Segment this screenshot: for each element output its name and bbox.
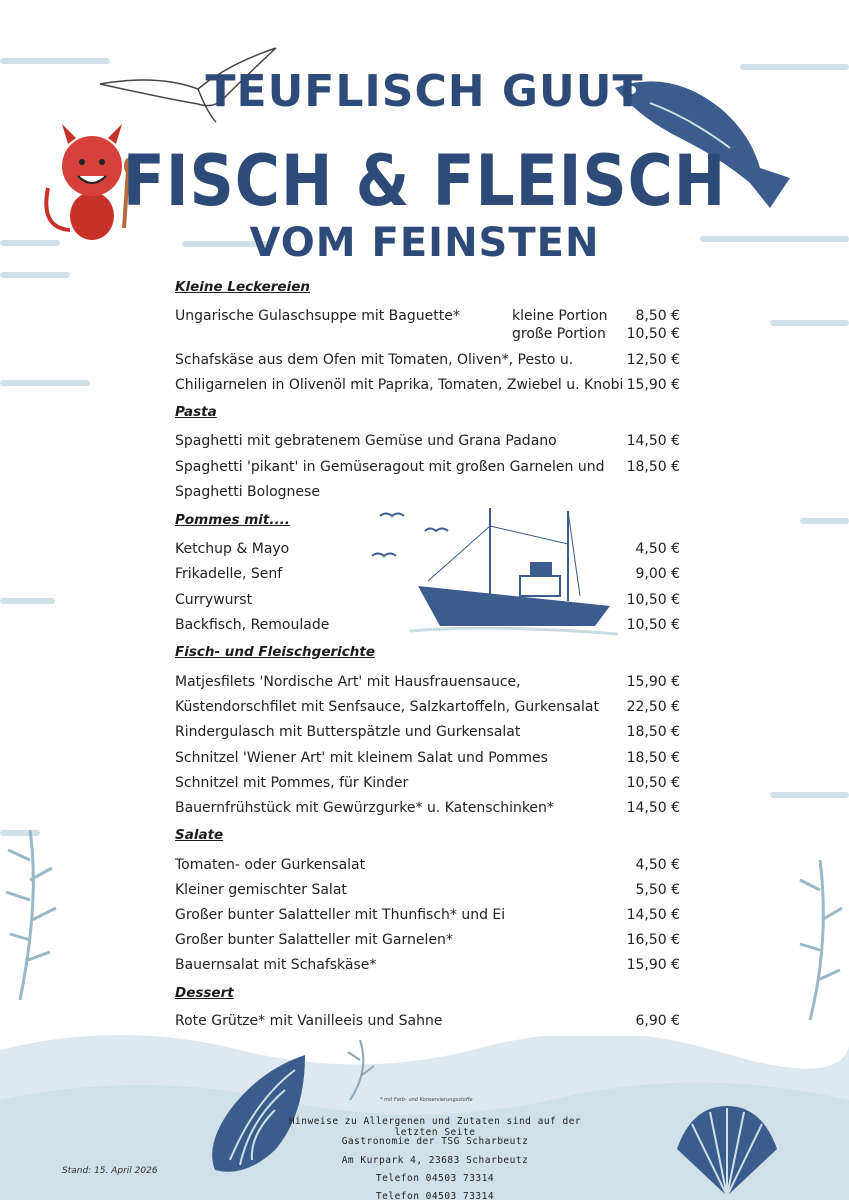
item-portion: kleine Portion: [512, 308, 608, 324]
section-title-pasta: Pasta: [175, 404, 217, 420]
item-price: 10,50 €: [626, 326, 680, 342]
wave-decoration: [0, 380, 90, 386]
item-name: Ketchup & Mayo: [175, 541, 290, 557]
item-price: 10,50 €: [626, 775, 680, 791]
item-price: 18,50 €: [626, 724, 680, 740]
allergen-note: Hinweise zu Allergenen und Zutaten sind auf der letzten Seite: [288, 1116, 582, 1138]
item-price: 14,50 €: [626, 907, 680, 923]
item-price: 14,50 €: [626, 800, 680, 816]
footnote: * mit Farb- und Konservierungsstoffe: [380, 1097, 473, 1103]
item-name: Backfisch, Remoulade: [175, 617, 330, 633]
item-name: Großer bunter Salatteller mit Garnelen*: [175, 932, 453, 948]
brand-title: TEUFLISCH GUUT: [205, 66, 644, 117]
section-title-fisch-fleisch: Fisch- und Fleischgerichte: [175, 644, 375, 660]
item-name: Rote Grütze* mit Vanilleeis und Sahne: [175, 1013, 443, 1029]
subline-title: VOM FEINSTEN: [249, 220, 600, 266]
phone-repeat: Telefon 04503 73314: [375, 1191, 495, 1202]
item-name: Bauernfrühstück mit Gewürzgurke* u. Katenschinken*: [175, 800, 554, 816]
phone: Telefon 04503 73314: [375, 1173, 495, 1184]
section-title-kleine-leckereien: Kleine Leckereien: [175, 279, 310, 295]
wave-decoration: [0, 272, 70, 278]
item-price: 15,90 €: [626, 957, 680, 973]
item-price: 9,00 €: [635, 566, 680, 582]
wave-decoration: [0, 58, 110, 64]
item-name: Currywurst: [175, 592, 253, 608]
item-price: 16,50 €: [626, 932, 680, 948]
item-name: Schafskäse aus dem Ofen mit Tomaten, Oliven*, Pesto u.: [175, 352, 574, 368]
section-title-salate: Salate: [175, 827, 224, 843]
item-name: Matjesfilets 'Nordische Art' mit Hausfrauensauce,: [175, 674, 521, 690]
stand-date: Stand: 15. April 2026: [62, 1166, 158, 1176]
item-name: Kleiner gemischter Salat: [175, 882, 347, 898]
item-name: Rindergulasch mit Butterspätzle und Gurkensalat: [175, 724, 521, 740]
item-portion: große Portion: [512, 326, 606, 342]
wave-decoration: [0, 598, 55, 604]
wave-decoration: [770, 320, 849, 326]
item-price: 14,50 €: [626, 433, 680, 449]
item-name: Chiligarnelen in Olivenöl mit Paprika, Tomaten, Zwiebel u. Knobi: [175, 377, 624, 393]
item-name: Schnitzel 'Wiener Art' mit kleinem Salat und Pommes: [175, 750, 548, 766]
item-name: Bauernsalat mit Schafskäse*: [175, 957, 377, 973]
section-title-dessert: Dessert: [175, 985, 234, 1001]
item-price: 8,50 €: [635, 308, 680, 324]
item-price: 10,50 €: [626, 617, 680, 633]
item-price: 5,50 €: [635, 882, 680, 898]
item-name: Spaghetti mit gebratenem Gemüse und Grana Padano: [175, 433, 557, 449]
item-price: 15,90 €: [626, 377, 680, 393]
headline-title: FISCH & FLEISCH: [122, 140, 727, 222]
item-name: Spaghetti 'pikant' in Gemüseragout mit großen Garnelen und: [175, 459, 605, 475]
item-name: Frikadelle, Senf: [175, 566, 283, 582]
item-price: 12,50 €: [626, 352, 680, 368]
item-price: 18,50 €: [626, 750, 680, 766]
menu-list: [172, 276, 684, 1036]
address: Am Kurpark 4, 23683 Scharbeutz: [341, 1155, 529, 1166]
item-name: Spaghetti Bolognese: [175, 484, 320, 500]
item-price: 18,50 €: [626, 459, 680, 475]
item-price: 10,50 €: [626, 592, 680, 608]
item-price: 15,90 €: [626, 674, 680, 690]
item-name: Tomaten- oder Gurkensalat: [175, 857, 366, 873]
item-price: 6,90 €: [635, 1013, 680, 1029]
section-title-pommes: Pommes mit....: [175, 512, 290, 528]
item-name: Ungarische Gulaschsuppe mit Baguette*: [175, 308, 460, 324]
organization-name: Gastronomie der TSG Scharbeutz: [341, 1136, 529, 1147]
item-name: Großer bunter Salatteller mit Thunfisch* und Ei: [175, 907, 506, 923]
item-price: 4,50 €: [635, 541, 680, 557]
item-name: Schnitzel mit Pommes, für Kinder: [175, 775, 409, 791]
wave-decoration: [800, 518, 849, 524]
item-price: 22,50 €: [626, 699, 680, 715]
scallop-shell-icon: [672, 1104, 782, 1200]
wave-decoration: [770, 792, 849, 798]
item-price: 4,50 €: [635, 857, 680, 873]
item-name: Küstendorschfilet mit Senfsauce, Salzkartoffeln, Gurkensalat: [175, 699, 599, 715]
